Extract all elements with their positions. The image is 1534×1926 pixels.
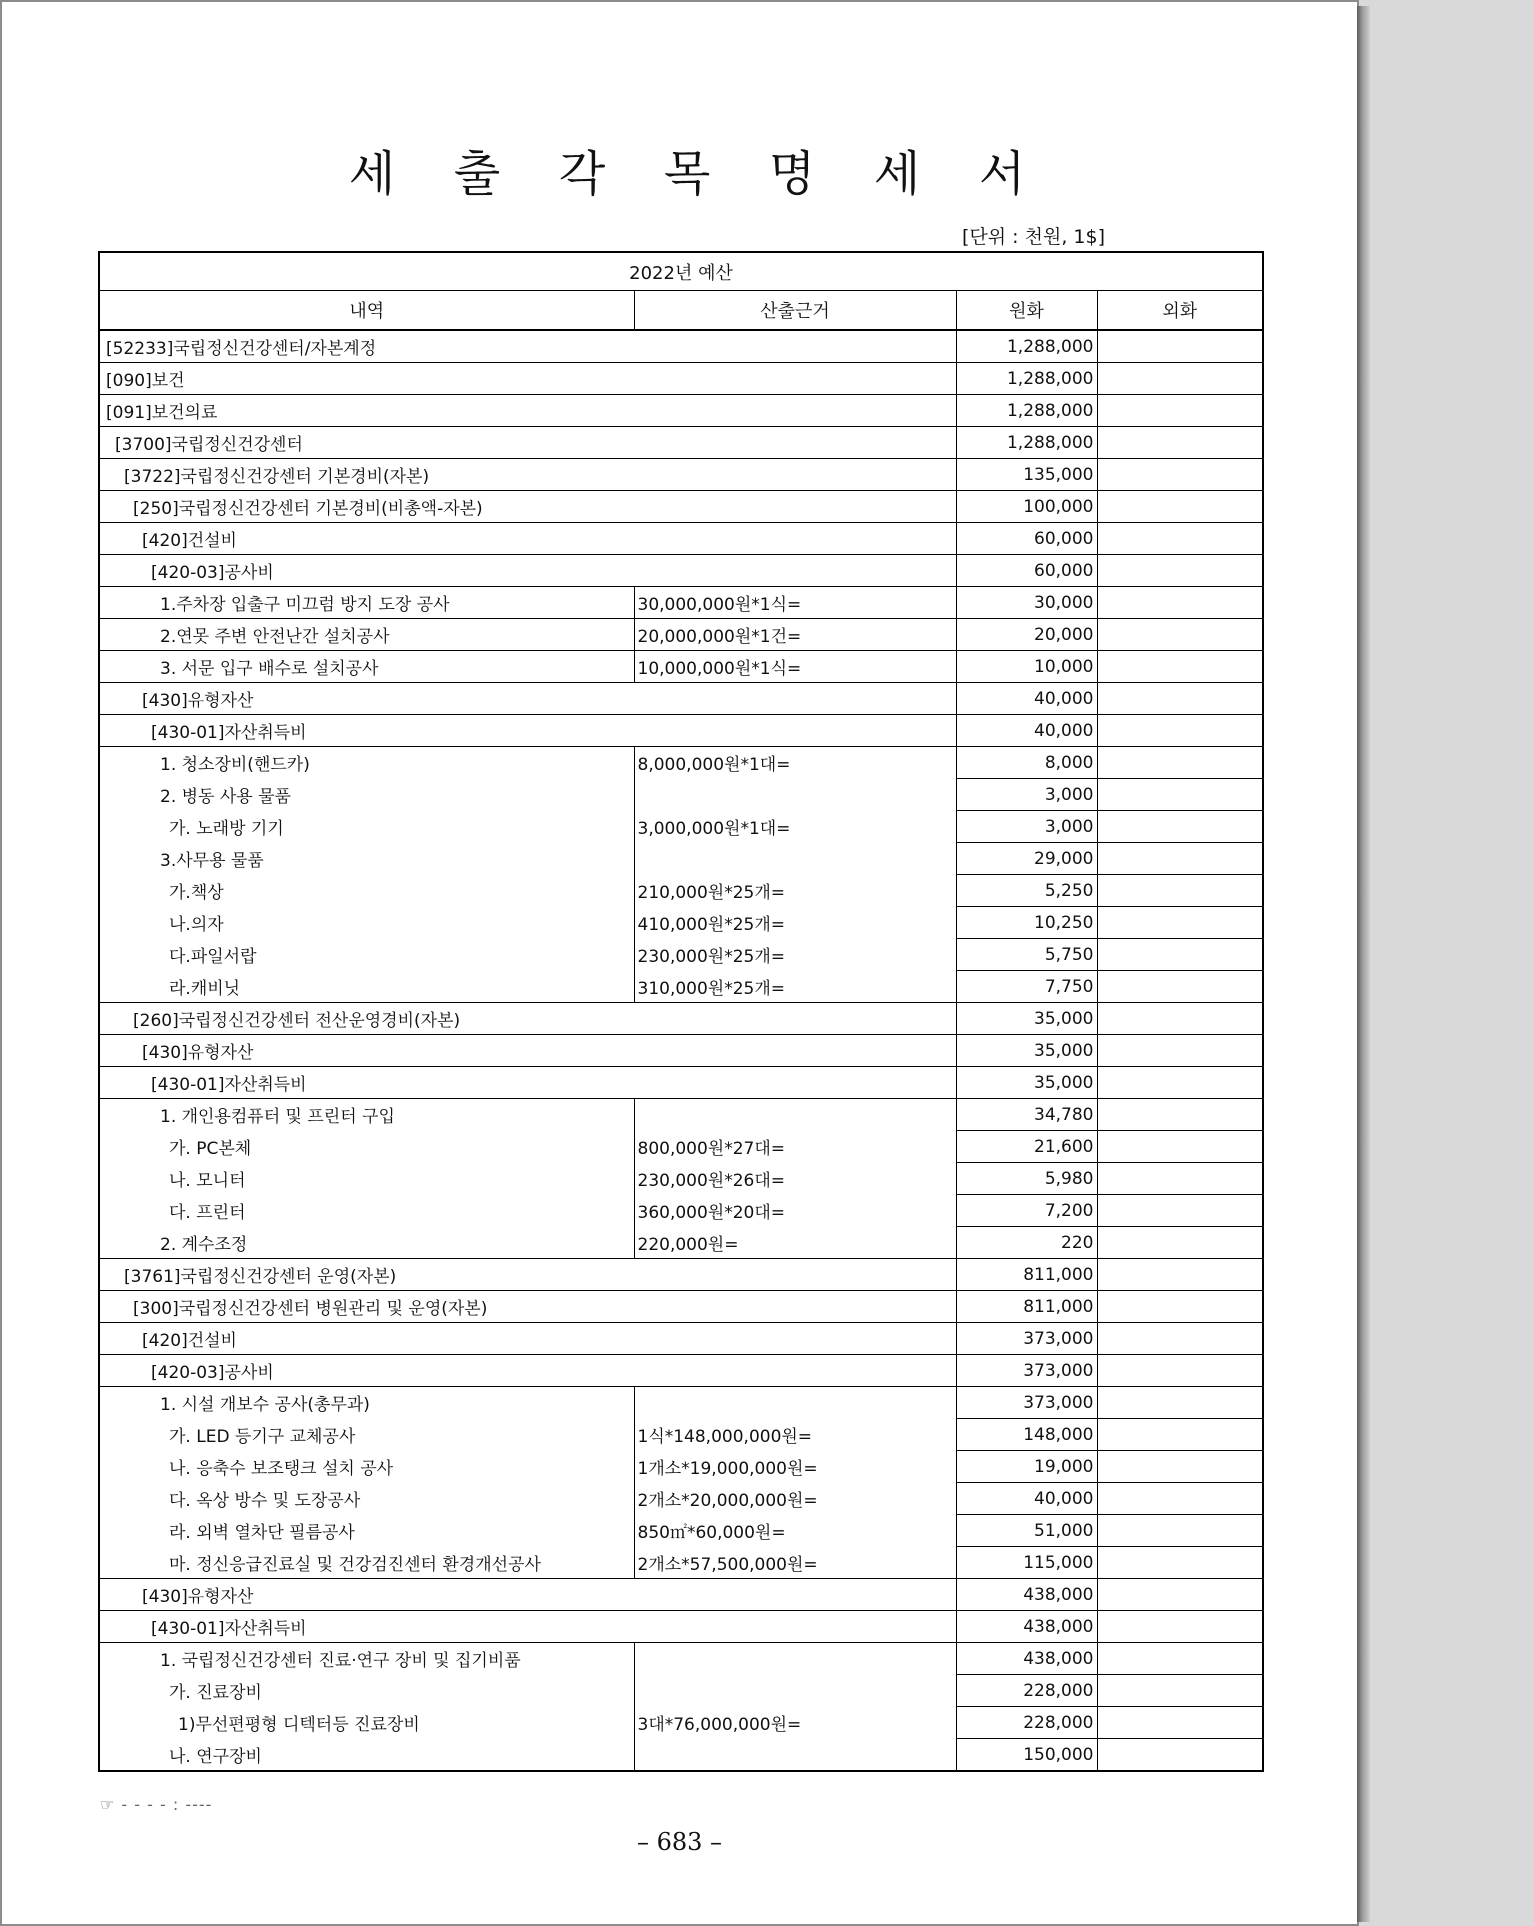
row-fx-amount — [1097, 363, 1263, 395]
row-basis: 2개소*57,500,000원= — [634, 1547, 956, 1579]
row-krw-amount: 1,288,000 — [956, 363, 1097, 395]
row-krw-amount: 35,000 — [956, 1067, 1097, 1099]
row-fx-amount — [1097, 1579, 1263, 1611]
title-char: 명 — [768, 145, 816, 202]
row-description: 라. 외벽 열차단 필름공사 — [99, 1515, 634, 1547]
row-description: 2.연못 주변 안전난간 설치공사 — [99, 619, 634, 651]
title-char: 세 — [873, 145, 921, 202]
row-fx-amount — [1097, 1515, 1263, 1547]
column-header-basis: 산출근거 — [634, 291, 956, 331]
row-basis: 230,000원*26대= — [634, 1163, 956, 1195]
row-krw-amount: 30,000 — [956, 587, 1097, 619]
row-description: [430-01]자산취득비 — [99, 1611, 956, 1643]
table-row — [99, 651, 1263, 683]
table-row — [99, 1355, 1263, 1387]
row-basis: 30,000,000원*1식= — [634, 587, 956, 619]
unit-note: [단위 : 천원, 1$] — [962, 226, 1105, 248]
row-krw-amount: 3,000 — [956, 811, 1097, 843]
row-fx-amount — [1097, 875, 1263, 907]
page-edge-shadow — [1357, 6, 1370, 1922]
column-header-fx: 외화 — [1097, 291, 1263, 331]
row-krw-amount: 220 — [956, 1227, 1097, 1259]
row-description: 다. 옥상 방수 및 도장공사 — [99, 1483, 634, 1515]
table-row — [99, 875, 1263, 907]
row-fx-amount — [1097, 1387, 1263, 1419]
row-description: 1. 청소장비(핸드카) — [99, 747, 634, 779]
row-fx-amount — [1097, 619, 1263, 651]
row-description: 3. 서문 입구 배수로 설치공사 — [99, 651, 634, 683]
row-description: 1)무선편평형 디텍터등 진료장비 — [99, 1707, 634, 1739]
table-row — [99, 1707, 1263, 1739]
row-krw-amount: 228,000 — [956, 1675, 1097, 1707]
row-description: 나. 연구장비 — [99, 1739, 634, 1772]
table-column-header-row — [99, 291, 1263, 331]
table-row — [99, 971, 1263, 1003]
row-krw-amount: 438,000 — [956, 1579, 1097, 1611]
table-row — [99, 811, 1263, 843]
table-row — [99, 523, 1263, 555]
row-description: [430-01]자산취득비 — [99, 1067, 956, 1099]
row-description: 나.의자 — [99, 907, 634, 939]
row-fx-amount — [1097, 427, 1263, 459]
row-description: 가. 진료장비 — [99, 1675, 634, 1707]
row-krw-amount: 115,000 — [956, 1547, 1097, 1579]
row-krw-amount: 100,000 — [956, 491, 1097, 523]
row-fx-amount — [1097, 683, 1263, 715]
row-fx-amount — [1097, 1291, 1263, 1323]
row-description: 1. 국립정신건강센터 진료·연구 장비 및 집기비품 — [99, 1643, 634, 1675]
table-row — [99, 683, 1263, 715]
row-description: 다. 프린터 — [99, 1195, 634, 1227]
row-basis — [634, 1643, 956, 1675]
row-krw-amount: 19,000 — [956, 1451, 1097, 1483]
row-fx-amount — [1097, 651, 1263, 683]
row-description: [430-01]자산취득비 — [99, 715, 956, 747]
row-basis: 3,000,000원*1대= — [634, 811, 956, 843]
row-description: [3722]국립정신건강센터 기본경비(자본) — [99, 459, 956, 491]
row-description: [3700]국립정신건강센터 — [99, 427, 956, 459]
row-description: [430]유형자산 — [99, 1579, 956, 1611]
row-fx-amount — [1097, 395, 1263, 427]
table-row — [99, 1035, 1263, 1067]
row-basis: 410,000원*25개= — [634, 907, 956, 939]
row-fx-amount — [1097, 811, 1263, 843]
table-row — [99, 1323, 1263, 1355]
row-basis: 1개소*19,000,000원= — [634, 1451, 956, 1483]
row-fx-amount — [1097, 779, 1263, 811]
row-fx-amount — [1097, 491, 1263, 523]
row-fx-amount — [1097, 523, 1263, 555]
row-fx-amount — [1097, 1483, 1263, 1515]
row-krw-amount: 5,750 — [956, 939, 1097, 971]
row-fx-amount — [1097, 1003, 1263, 1035]
row-description: 1. 시설 개보수 공사(총무과) — [99, 1387, 634, 1419]
row-description: 나. 모니터 — [99, 1163, 634, 1195]
row-basis: 3대*76,000,000원= — [634, 1707, 956, 1739]
row-krw-amount: 3,000 — [956, 779, 1097, 811]
title-char: 목 — [663, 145, 711, 202]
row-basis: 8,000,000원*1대= — [634, 747, 956, 779]
budget-table — [98, 251, 1264, 1772]
row-krw-amount: 60,000 — [956, 555, 1097, 587]
row-krw-amount: 35,000 — [956, 1003, 1097, 1035]
table-row — [99, 747, 1263, 779]
row-description: [091]보건의료 — [99, 395, 956, 427]
row-basis: 800,000원*27대= — [634, 1131, 956, 1163]
row-description: [250]국립정신건강센터 기본경비(비총액-자본) — [99, 491, 956, 523]
row-fx-amount — [1097, 1675, 1263, 1707]
table-row — [99, 363, 1263, 395]
table-row — [99, 1195, 1263, 1227]
row-description: 2. 계수조정 — [99, 1227, 634, 1259]
row-description: [420]건설비 — [99, 1323, 956, 1355]
row-description: 마. 정신응급진료실 및 건강검진센터 환경개선공사 — [99, 1547, 634, 1579]
row-krw-amount: 20,000 — [956, 619, 1097, 651]
row-krw-amount: 60,000 — [956, 523, 1097, 555]
row-krw-amount: 29,000 — [956, 843, 1097, 875]
table-body — [99, 330, 1263, 1771]
row-fx-amount — [1097, 459, 1263, 491]
table-row — [99, 1259, 1263, 1291]
table-row — [99, 779, 1263, 811]
row-fx-amount — [1097, 907, 1263, 939]
row-fx-amount — [1097, 1611, 1263, 1643]
table-row — [99, 1163, 1263, 1195]
row-description: [260]국립정신건강센터 전산운영경비(자본) — [99, 1003, 956, 1035]
title-char: 출 — [453, 145, 501, 202]
row-basis: 1식*148,000,000원= — [634, 1419, 956, 1451]
row-fx-amount — [1097, 555, 1263, 587]
row-description: [420-03]공사비 — [99, 555, 956, 587]
row-krw-amount: 438,000 — [956, 1611, 1097, 1643]
table-row — [99, 330, 1263, 363]
table-row — [99, 491, 1263, 523]
row-basis: 220,000원= — [634, 1227, 956, 1259]
table-row — [99, 907, 1263, 939]
row-krw-amount: 811,000 — [956, 1291, 1097, 1323]
row-fx-amount — [1097, 1195, 1263, 1227]
table-row — [99, 1739, 1263, 1772]
row-krw-amount: 135,000 — [956, 459, 1097, 491]
row-description: 1.주차장 입출구 미끄럼 방지 도장 공사 — [99, 587, 634, 619]
row-krw-amount: 21,600 — [956, 1131, 1097, 1163]
row-description: 가.책상 — [99, 875, 634, 907]
row-krw-amount: 5,980 — [956, 1163, 1097, 1195]
row-krw-amount: 1,288,000 — [956, 395, 1097, 427]
title-char: 서 — [978, 145, 1026, 202]
row-krw-amount: 51,000 — [956, 1515, 1097, 1547]
row-fx-amount — [1097, 1035, 1263, 1067]
row-fx-amount — [1097, 971, 1263, 1003]
row-fx-amount — [1097, 747, 1263, 779]
row-description: [090]보건 — [99, 363, 956, 395]
table-row — [99, 1131, 1263, 1163]
row-fx-amount — [1097, 1739, 1263, 1772]
row-krw-amount: 148,000 — [956, 1419, 1097, 1451]
row-fx-amount — [1097, 1419, 1263, 1451]
row-krw-amount: 34,780 — [956, 1099, 1097, 1131]
row-fx-amount — [1097, 330, 1263, 363]
table-row — [99, 939, 1263, 971]
table-row — [99, 1067, 1263, 1099]
title-char: 각 — [558, 145, 606, 202]
row-krw-amount: 40,000 — [956, 683, 1097, 715]
row-krw-amount: 373,000 — [956, 1387, 1097, 1419]
row-krw-amount: 10,000 — [956, 651, 1097, 683]
row-fx-amount — [1097, 1131, 1263, 1163]
row-basis — [634, 1387, 956, 1419]
column-header-description: 내역 — [99, 291, 634, 331]
row-fx-amount — [1097, 1163, 1263, 1195]
row-krw-amount: 40,000 — [956, 1483, 1097, 1515]
row-description: [3761]국립정신건강센터 운영(자본) — [99, 1259, 956, 1291]
row-description: [430]유형자산 — [99, 1035, 956, 1067]
row-basis: 360,000원*20대= — [634, 1195, 956, 1227]
row-description: 가. 노래방 기기 — [99, 811, 634, 843]
table-row — [99, 1675, 1263, 1707]
row-krw-amount: 5,250 — [956, 875, 1097, 907]
row-fx-amount — [1097, 1259, 1263, 1291]
row-description: 가. LED 등기구 교체공사 — [99, 1419, 634, 1451]
table-row — [99, 427, 1263, 459]
row-description: [300]국립정신건강센터 병원관리 및 운영(자본) — [99, 1291, 956, 1323]
row-krw-amount: 1,288,000 — [956, 330, 1097, 363]
row-description: 3.사무용 물품 — [99, 843, 634, 875]
table-row — [99, 395, 1263, 427]
table-row — [99, 1611, 1263, 1643]
row-fx-amount — [1097, 1451, 1263, 1483]
footnote: ☞ - - - - : ---- — [100, 1795, 213, 1814]
table-row — [99, 1643, 1263, 1675]
title-char: 세 — [348, 145, 396, 202]
document-title — [337, 134, 1037, 204]
row-basis: 20,000,000원*1건= — [634, 619, 956, 651]
row-basis: 230,000원*25개= — [634, 939, 956, 971]
table-row — [99, 715, 1263, 747]
row-basis — [634, 1739, 956, 1772]
table-row — [99, 1099, 1263, 1131]
row-description: [52233]국립정신건강센터/자본계정 — [99, 330, 956, 363]
table-row — [99, 1483, 1263, 1515]
row-basis: 310,000원*25개= — [634, 971, 956, 1003]
table-row — [99, 1291, 1263, 1323]
table-row — [99, 1003, 1263, 1035]
table-group-header: 2022년 예산 — [99, 252, 1263, 291]
row-krw-amount: 228,000 — [956, 1707, 1097, 1739]
row-fx-amount — [1097, 1323, 1263, 1355]
row-basis: 210,000원*25개= — [634, 875, 956, 907]
row-fx-amount — [1097, 1067, 1263, 1099]
row-description: 나. 응축수 보조탱크 설치 공사 — [99, 1451, 634, 1483]
row-krw-amount: 8,000 — [956, 747, 1097, 779]
table-row — [99, 843, 1263, 875]
table-row — [99, 555, 1263, 587]
row-description: 2. 병동 사용 물품 — [99, 779, 634, 811]
row-fx-amount — [1097, 1643, 1263, 1675]
row-description: 다.파일서랍 — [99, 939, 634, 971]
table-row — [99, 459, 1263, 491]
table-row — [99, 1387, 1263, 1419]
row-krw-amount: 1,288,000 — [956, 427, 1097, 459]
row-basis — [634, 843, 956, 875]
row-description: 라.캐비닛 — [99, 971, 634, 1003]
row-krw-amount: 438,000 — [956, 1643, 1097, 1675]
row-fx-amount — [1097, 1099, 1263, 1131]
table-row — [99, 619, 1263, 651]
row-fx-amount — [1097, 1707, 1263, 1739]
table-row — [99, 1451, 1263, 1483]
table-row — [99, 587, 1263, 619]
row-krw-amount: 7,200 — [956, 1195, 1097, 1227]
row-fx-amount — [1097, 1227, 1263, 1259]
row-krw-amount: 373,000 — [956, 1355, 1097, 1387]
row-basis — [634, 779, 956, 811]
row-fx-amount — [1097, 1547, 1263, 1579]
row-krw-amount: 7,750 — [956, 971, 1097, 1003]
row-krw-amount: 150,000 — [956, 1739, 1097, 1772]
row-krw-amount: 10,250 — [956, 907, 1097, 939]
row-fx-amount — [1097, 715, 1263, 747]
row-basis: 10,000,000원*1식= — [634, 651, 956, 683]
row-basis: 2개소*20,000,000원= — [634, 1483, 956, 1515]
table-row — [99, 1547, 1263, 1579]
table-row — [99, 1227, 1263, 1259]
row-basis: 850㎡*60,000원= — [634, 1515, 956, 1547]
row-krw-amount: 35,000 — [956, 1035, 1097, 1067]
row-basis — [634, 1675, 956, 1707]
column-header-krw: 원화 — [956, 291, 1097, 331]
row-fx-amount — [1097, 939, 1263, 971]
row-description: 가. PC본체 — [99, 1131, 634, 1163]
row-krw-amount: 40,000 — [956, 715, 1097, 747]
row-basis — [634, 1099, 956, 1131]
row-description: [420]건설비 — [99, 523, 956, 555]
table-row — [99, 1515, 1263, 1547]
table-group-header-row — [99, 252, 1263, 291]
page-number: – 683 – — [636, 1828, 723, 1856]
row-krw-amount: 373,000 — [956, 1323, 1097, 1355]
row-fx-amount — [1097, 1355, 1263, 1387]
row-krw-amount: 811,000 — [956, 1259, 1097, 1291]
table-row — [99, 1419, 1263, 1451]
row-fx-amount — [1097, 843, 1263, 875]
row-description: [420-03]공사비 — [99, 1355, 956, 1387]
row-description: [430]유형자산 — [99, 683, 956, 715]
row-description: 1. 개인용컴퓨터 및 프린터 구입 — [99, 1099, 634, 1131]
table-row — [99, 1579, 1263, 1611]
row-fx-amount — [1097, 587, 1263, 619]
